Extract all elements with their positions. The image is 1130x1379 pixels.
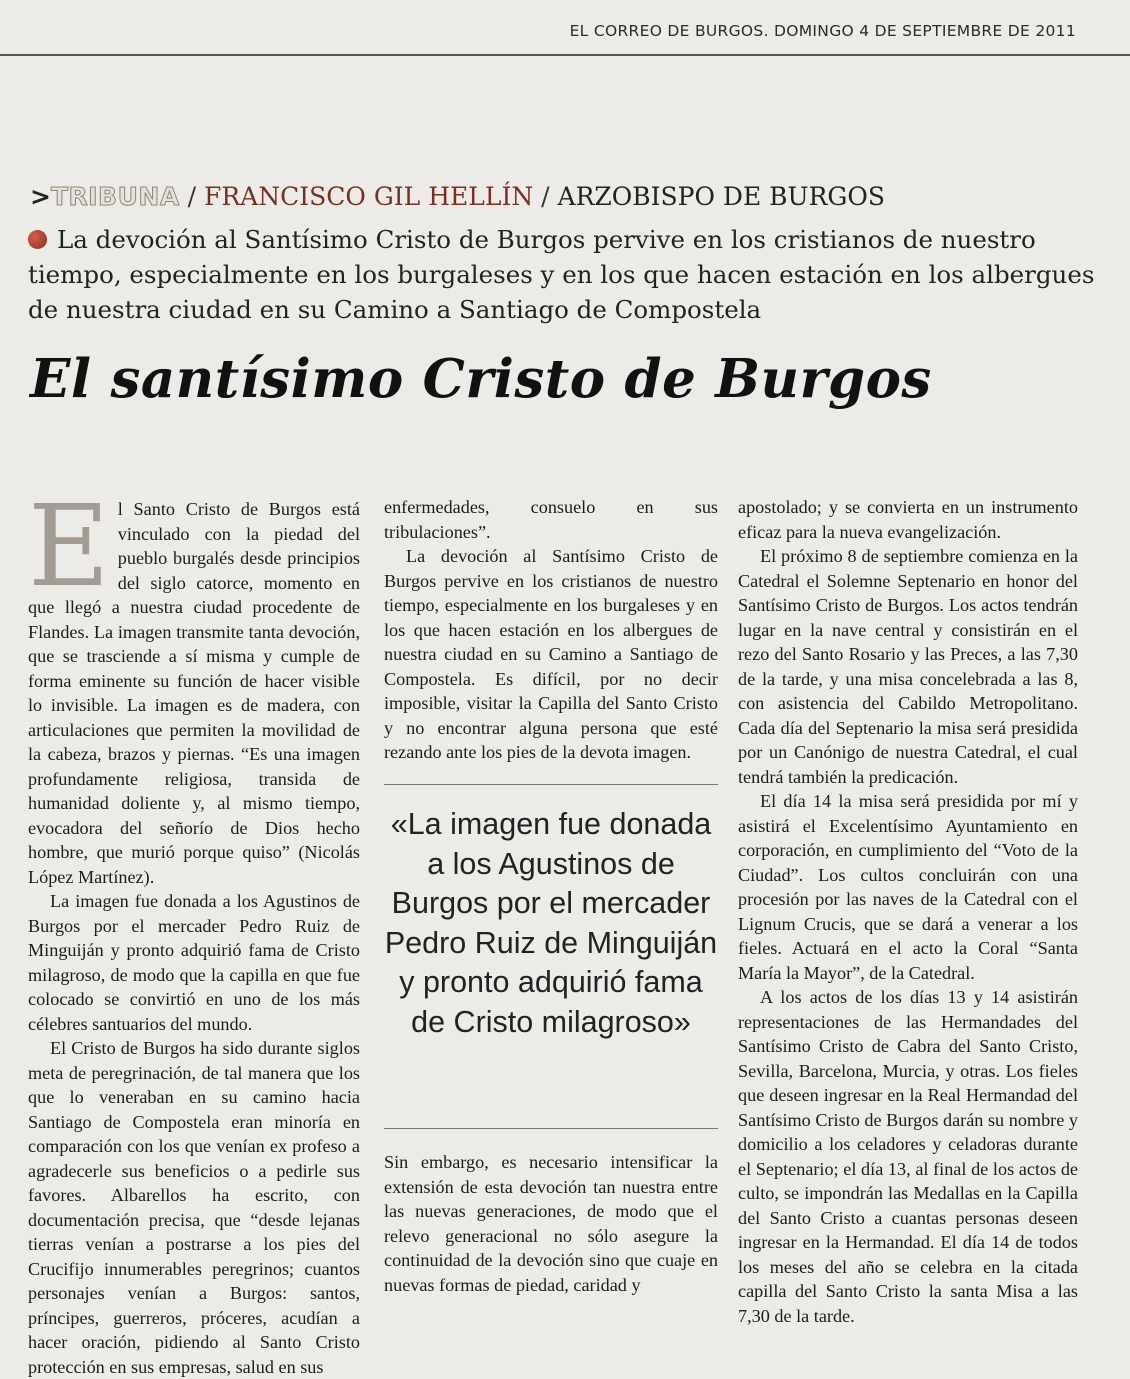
page-header: EL CORREO DE BURGOS. DOMINGO 4 DE SEPTIEMBRE DE 2011 [569,22,1076,40]
paragraph-text: l Santo Cristo de Burgos está vinculado con la piedad del pueblo burgalés desde principios del siglo catorce, momento en que llegó a nuestra ciudad procedente de Flandes. La imagen transmite tanta devoción, que se trasciende a sí misma y cumple de forma eminente su función de hacer visible lo invisible. La imagen es de madera, con articulaciones que permiten la movilidad de la cabeza, brazos y piernas. “Es una imagen profundamente religiosa, transida de humanidad doliente y, al mismo tiempo, evocadora del señorío de Dios hecho hombre, que murió porque quiso” (Nicolás López Martínez). [28,499,360,887]
column-3 [738,495,1078,1328]
pullquote-rule-top [384,784,718,785]
section-label: TRIBUNA [50,182,180,211]
paragraph: La devoción al Santísimo Cristo de Burgos pervive en los cristianos de nuestro tiempo, especialmente en los burgaleses y en los que hacen estación en los albergues de nuestra ciudad en su Camino a Santiago de Compostela. Es difícil, por no decir imposible, visitar la Capilla del Santo Cristo y no encontrar alguna persona que esté rezando ante los pies de la devota imagen. [384,546,718,762]
paragraph: Sin embargo, es necesario intensificar la extensión de esta devoción tan nuestra entre las nuevas generaciones, de modo que el relevo generacional no sólo asegure la continuidad de la devoción sino que cuaje en nuevas formas de piedad, caridad y [384,1152,718,1295]
paragraph: enfermedades, consuelo en sus tribulaciones”. [384,497,718,542]
article-summary [28,222,1103,327]
paragraph: El día 14 la misa será presidida por mí y asistirá el Excelentísimo Ayuntamiento en corporación, en cumplimiento del “Voto de la Ciudad”. Los cultos concluirán con una procesión por las naves de la Catedral con el Lignum Crucis, que se dará a venerar a los fieles. Actuará en el acto la Coral “Santa María la Mayor”, de la Catedral. [738,791,1078,983]
column-1 [28,482,360,1379]
column-2-continued [384,1150,718,1297]
article-headline: El santísimo Cristo de Burgos [30,348,932,410]
pullquote-rule-bottom [384,1128,718,1129]
paragraph: El próximo 8 de septiembre comienza en la Catedral el Solemne Septenario en honor del Santísimo Cristo de Burgos. Los actos tendrán lugar en la nave central y consistirán en el rezo del Santo Rosario y las Preces, a las 7,30 de la tarde, y una misa concelebrada a las 8, con asistencia del Cabildo Metropolitano. Cada día del Septenario la misa será presidida por un Canónigo de nuestra Catedral, el cual tendrá también la predicación. [738,546,1078,787]
paragraph [28,482,360,889]
byline-separator: / [533,182,558,211]
author-role: ARZOBISPO DE BURGOS [557,182,886,211]
header-rule [0,54,1130,56]
paragraph: El Cristo de Burgos ha sido durante siglos meta de peregrinación, de tal manera que los que lo veneraban en su camino hacia Santiago de Compostela eran minoría en comparación con los que venían ex profeso a agradecerle sus beneficios o a pedirle sus favores. Albarellos ha escrito, con documentación precisa, que “desde lejanas tierras venían a postrarse a los pies del Crucifijo innumerables peregrinos; cuantos personajes venían a Burgos: santos, príncipes, guerreros, próceres, acudían a hacer oración, pidiendo al Santo Cristo protección en sus empresas, salud en sus [28,1038,360,1377]
paragraph: apostolado; y se convierta en un instrumento eficaz para la nueva evangelización. [738,497,1078,542]
pullquote: «La imagen fue donada a los Agustinos de Burgos por el mercader Pedro Ruiz de Minguiján y pronto adquirió fama de Cristo milagroso» [384,807,718,1039]
red-bullet-icon [28,230,47,249]
byline-arrow-icon: > [30,182,51,211]
paragraph: A los actos de los días 13 y 14 asistirán representaciones de las Hermandades del Santísimo Cristo de Cabra del Santo Cristo, Sevilla, Barcelona, Murcia, y otras. Los fieles que deseen ingresar en la Real Hermandad del Santísimo Cristo de Burgos darán su nombre y domicilio a los celadores y celadoras durante el Septenario; el día 13, al final de los actos de culto, se impondrán las Medallas en la Capilla del Santo Cristo a cuantas personas deseen ingresar en la Hermandad. El día 14 de todos los meses del año se celebra en la citada capilla del Santo Cristo la santa Misa a las 7,30 de la tarde. [738,987,1078,1326]
summary-text: La devoción al Santísimo Cristo de Burgos pervive en los cristianos de nuestro tiempo, especialmente en los burgaleses y en los que hacen estación en los albergues de nuestra ciudad en su Camino a Santiago de Compostela [28,225,1095,324]
column-2 [384,495,718,765]
drop-cap: E [28,482,110,612]
byline-separator: / [179,182,205,211]
paragraph: La imagen fue donada a los Agustinos de Burgos por el mercader Pedro Ruiz de Minguiján y pronto adquirió fama de Cristo milagroso, de modo que la capilla en que fue colocado se convirtió en uno de los más célebres santuarios del mundo. [28,891,360,1034]
author-name: FRANCISCO GIL HELLÍN [204,182,534,211]
byline [30,182,1090,211]
